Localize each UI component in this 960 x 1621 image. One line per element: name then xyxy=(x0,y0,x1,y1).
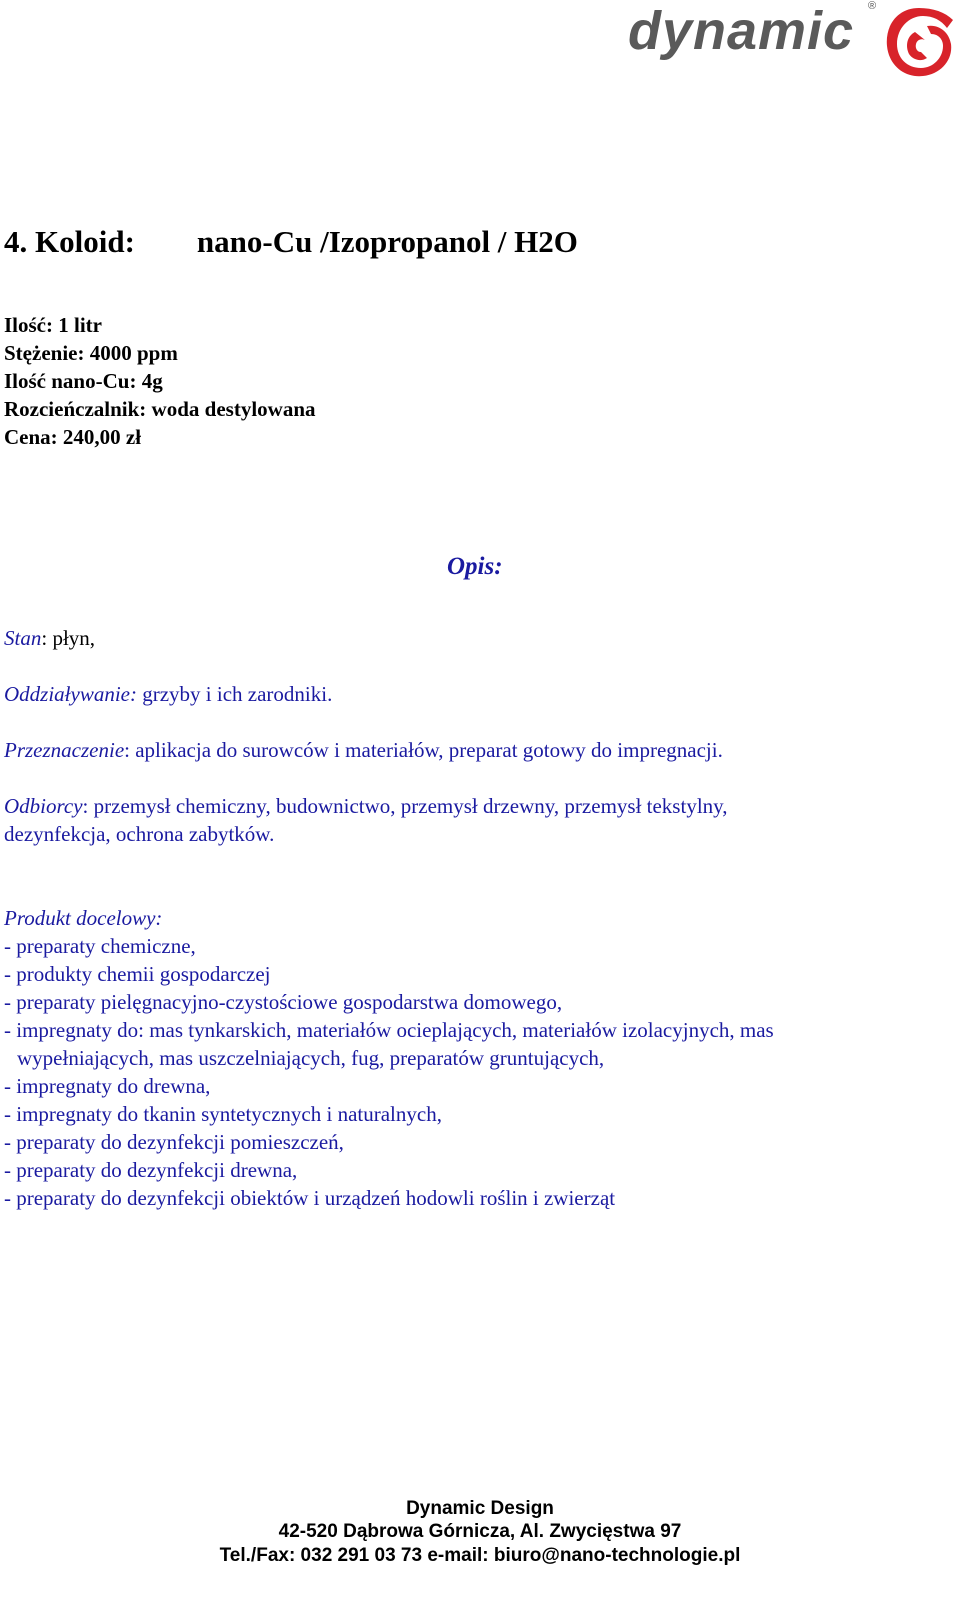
description-heading: Opis: xyxy=(447,553,503,580)
effect-value: grzyby i ich zarodniki. xyxy=(136,682,333,706)
purpose-label: Przeznaczenie xyxy=(4,738,125,762)
spec-quantity: Ilość: 1 litr xyxy=(4,313,102,337)
target-product-label: Produkt docelowy: xyxy=(4,906,163,930)
state-label: Stan xyxy=(4,626,42,650)
target-product-heading xyxy=(4,906,162,931)
recipients-label: Odbiorcy xyxy=(4,794,83,818)
recipients-value-cont: dezynfekcja, ochrona zabytków. xyxy=(4,822,275,846)
footer-company-name: Dynamic Design xyxy=(406,1498,554,1519)
logo-registered-mark: ® xyxy=(868,0,877,12)
list-item: - preparaty do dezynfekcji pomieszczeń, xyxy=(4,1130,344,1154)
effect-label: Oddziaływanie: xyxy=(4,682,137,706)
purpose-line xyxy=(4,738,723,763)
purpose-value: : aplikacja do surowców i materiałów, preparat gotowy do impregnacji. xyxy=(124,738,723,762)
spec-price: Cena: 240,00 zł xyxy=(4,425,142,449)
effect-line xyxy=(4,682,332,707)
state-separator: : xyxy=(41,626,48,650)
list-item: - impregnaty do: mas tynkarskich, materiałów ocieplających, materiałów izolacyjnych, mas xyxy=(4,1018,774,1042)
list-item: - impregnaty do drewna, xyxy=(4,1074,211,1098)
spec-diluent: Rozcieńczalnik: woda destylowana xyxy=(4,397,316,421)
footer-address: 42-520 Dąbrowa Górnicza, Al. Zwycięstwa 97 xyxy=(278,1521,682,1542)
footer-contact: Tel./Fax: 032 291 03 73 e-mail: biuro@nano-technologie.pl xyxy=(219,1545,741,1566)
state-line xyxy=(4,626,95,651)
list-item: - produkty chemii gospodarczej xyxy=(4,962,271,986)
list-item: - impregnaty do tkanin syntetycznych i naturalnych, xyxy=(4,1102,442,1126)
logo-text: dynamic xyxy=(628,1,855,61)
spec-concentration: Stężenie: 4000 ppm xyxy=(4,341,178,365)
logo-swirl-icon xyxy=(881,2,957,82)
product-title: 4. Koloid: nano-Cu /Izopropanol / H2O xyxy=(4,224,578,259)
recipients-value: : przemysł chemiczny, budownictwo, przemysł drzewny, przemysł tekstylny, xyxy=(82,794,728,818)
list-item: - preparaty chemiczne, xyxy=(4,934,196,958)
spec-nano-cu-amount: Ilość nano-Cu: 4g xyxy=(4,369,163,393)
recipients-line xyxy=(4,794,728,819)
company-logo xyxy=(628,0,958,85)
recipients-line-2 xyxy=(4,822,274,847)
list-item: - preparaty pielęgnacyjno-czystościowe gospodarstwa domowego, xyxy=(4,990,563,1014)
list-item: - preparaty do dezynfekcji drewna, xyxy=(4,1158,298,1182)
list-item: - preparaty do dezynfekcji obiektów i urządzeń hodowli roślin i zwierząt xyxy=(4,1186,616,1210)
state-value: płyn, xyxy=(47,626,96,650)
list-item-continuation: wypełniających, mas uszczelniających, fug, preparatów gruntujących, xyxy=(17,1046,605,1070)
